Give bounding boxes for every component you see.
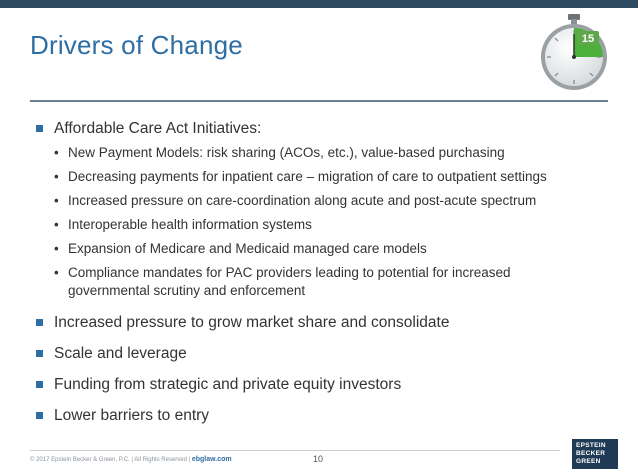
bullet-item [34,313,624,332]
sub-bullet-text: Decreasing payments for inpatient care – migration of care to outpatient settings [68,169,547,184]
bullet-item [34,344,624,363]
sub-bullet-text: Compliance mandates for PAC providers leading to potential for increased governmental scrutiny and enforcement [68,265,511,298]
sub-bullet-item [34,192,624,210]
timer-label: 15 [581,33,595,45]
sub-bullet-item [34,216,624,234]
bullet-square-icon [36,412,43,419]
stopwatch-icon [535,14,613,92]
sub-bullet-text: Increased pressure on care-coordination along acute and post-acute spectrum [68,193,537,208]
slide-title: Drivers of Change [30,30,243,60]
bullet-text: Affordable Care Act Initiatives: [54,120,262,137]
footer [30,456,232,463]
bullet-list [34,119,624,425]
top-band [0,0,638,8]
sub-bullet-item [34,240,624,258]
bullet-dot-icon: • [54,265,59,280]
logo-line: BECKER [576,450,606,457]
sub-bullet-item [34,264,574,300]
sub-bullet-text: Expansion of Medicare and Medicaid managed care models [68,241,427,256]
bullet-text: Scale and leverage [54,345,187,362]
bullet-dot-icon: • [54,241,59,256]
bullet-dot-icon: • [54,145,59,160]
sub-bullet-item [34,144,624,162]
footer-website-link[interactable]: ebglaw.com [191,456,232,463]
title-divider [30,100,608,102]
bullet-text: Lower barriers to entry [54,407,210,424]
footer-divider [30,450,560,451]
sub-bullet-item [34,168,624,186]
logo-line: GREEN [576,458,601,465]
bullet-item [34,406,624,425]
bullet-square-icon [36,350,43,357]
bullet-item [34,375,624,394]
bullet-dot-icon: • [54,217,59,232]
sub-bullet-text: Interoperable health information systems [68,217,312,232]
footer-copyright: © 2017 Epstein Becker & Green, P.C. | All Rights Reserved | [30,457,191,463]
page-number: 10 [313,454,324,464]
sub-bullet-text: New Payment Models: risk sharing (ACOs, etc.), value-based purchasing [68,145,505,160]
bullet-text: Funding from strategic and private equity investors [54,376,402,393]
bullet-dot-icon: • [54,169,59,184]
bullet-text: Increased pressure to grow market share and consolidate [54,314,450,331]
bullet-item [34,119,624,138]
bullet-dot-icon: • [54,193,59,208]
firm-logo [572,439,618,469]
bullet-square-icon [36,381,43,388]
bullet-square-icon [36,319,43,326]
bullet-square-icon [36,125,43,132]
logo-line: EPSTEIN [576,442,606,449]
